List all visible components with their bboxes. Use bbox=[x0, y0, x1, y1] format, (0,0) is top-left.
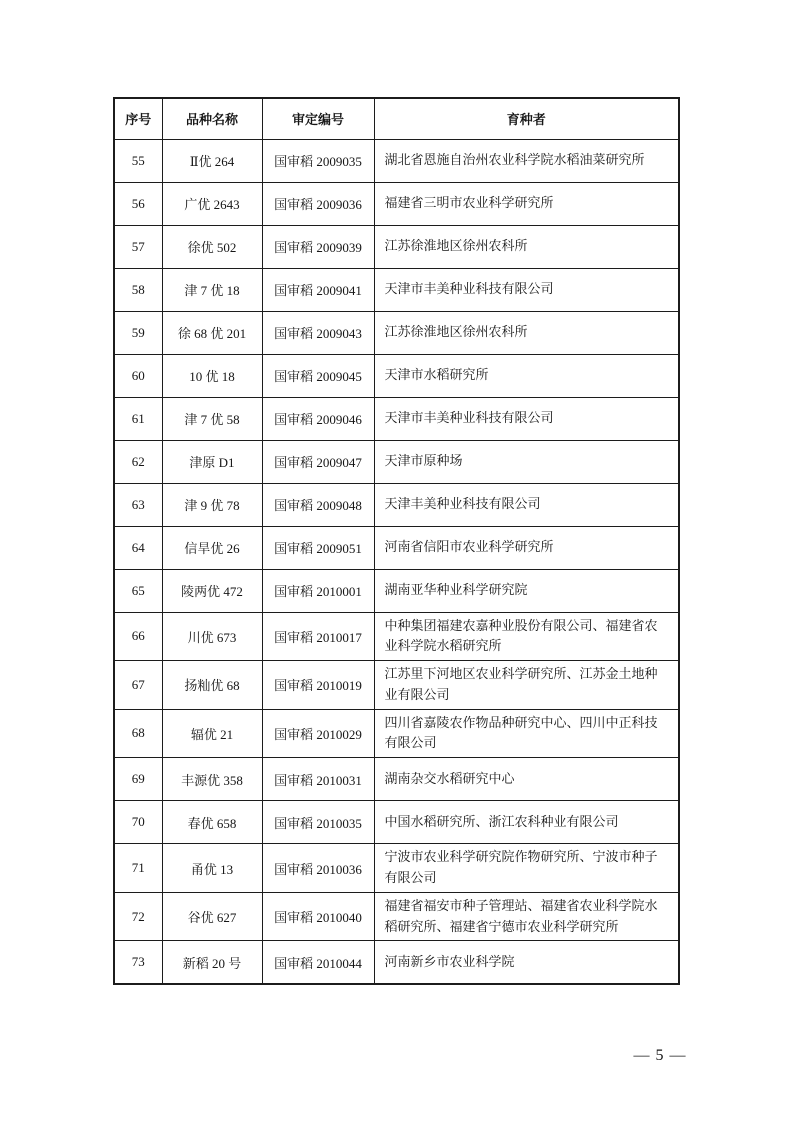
cell-breeder: 福建省三明市农业科学研究所 bbox=[374, 182, 679, 225]
cell-approval-code: 国审稻 2010040 bbox=[262, 892, 374, 941]
cell-breeder: 中国水稻研究所、浙江农科种业有限公司 bbox=[374, 801, 679, 844]
cell-variety-name: 辐优 21 bbox=[162, 709, 262, 758]
table-row bbox=[114, 182, 679, 225]
cell-breeder: 天津市丰美种业科技有限公司 bbox=[374, 268, 679, 311]
cell-variety-name: 广优 2643 bbox=[162, 182, 262, 225]
cell-variety-name: 10 优 18 bbox=[162, 354, 262, 397]
cell-approval-code: 国审稻 2010029 bbox=[262, 709, 374, 758]
cell-breeder: 江苏徐淮地区徐州农科所 bbox=[374, 311, 679, 354]
cell-variety-name: 津 7 优 58 bbox=[162, 397, 262, 440]
rice-variety-approval-table bbox=[113, 97, 680, 985]
cell-variety-name: 甬优 13 bbox=[162, 844, 262, 893]
cell-variety-name: 扬籼优 68 bbox=[162, 661, 262, 710]
cell-serial-number: 73 bbox=[114, 941, 162, 984]
cell-breeder: 湖南杂交水稻研究中心 bbox=[374, 758, 679, 801]
table-row bbox=[114, 801, 679, 844]
cell-variety-name: 津原 D1 bbox=[162, 440, 262, 483]
cell-variety-name: 津 7 优 18 bbox=[162, 268, 262, 311]
cell-breeder: 天津市丰美种业科技有限公司 bbox=[374, 397, 679, 440]
table-row bbox=[114, 225, 679, 268]
cell-approval-code: 国审稻 2010017 bbox=[262, 612, 374, 661]
cell-approval-code: 国审稻 2009048 bbox=[262, 483, 374, 526]
cell-variety-name: 信旱优 26 bbox=[162, 526, 262, 569]
cell-approval-code: 国审稻 2010031 bbox=[262, 758, 374, 801]
table-row bbox=[114, 354, 679, 397]
table-row bbox=[114, 844, 679, 893]
cell-serial-number: 60 bbox=[114, 354, 162, 397]
cell-approval-code: 国审稻 2010036 bbox=[262, 844, 374, 893]
cell-approval-code: 国审稻 2009046 bbox=[262, 397, 374, 440]
cell-serial-number: 66 bbox=[114, 612, 162, 661]
table-body bbox=[114, 139, 679, 984]
cell-serial-number: 63 bbox=[114, 483, 162, 526]
column-header-breeder: 育种者 bbox=[374, 98, 679, 139]
cell-breeder: 河南新乡市农业科学院 bbox=[374, 941, 679, 984]
cell-variety-name: 新稻 20 号 bbox=[162, 941, 262, 984]
cell-approval-code: 国审稻 2009039 bbox=[262, 225, 374, 268]
table-row bbox=[114, 483, 679, 526]
cell-breeder: 天津市水稻研究所 bbox=[374, 354, 679, 397]
table-row bbox=[114, 661, 679, 710]
table-row bbox=[114, 569, 679, 612]
page-number: — 5 — bbox=[633, 1047, 687, 1064]
cell-breeder: 天津市原种场 bbox=[374, 440, 679, 483]
cell-approval-code: 国审稻 2010019 bbox=[262, 661, 374, 710]
cell-breeder: 湖北省恩施自治州农业科学院水稻油菜研究所 bbox=[374, 139, 679, 182]
cell-variety-name: 陵两优 472 bbox=[162, 569, 262, 612]
cell-approval-code: 国审稻 2009043 bbox=[262, 311, 374, 354]
cell-breeder: 江苏徐淮地区徐州农科所 bbox=[374, 225, 679, 268]
cell-breeder: 中种集团福建农嘉种业股份有限公司、福建省农业科学院水稻研究所 bbox=[374, 612, 679, 661]
cell-approval-code: 国审稻 2009041 bbox=[262, 268, 374, 311]
cell-approval-code: 国审稻 2010001 bbox=[262, 569, 374, 612]
cell-approval-code: 国审稻 2009051 bbox=[262, 526, 374, 569]
cell-serial-number: 70 bbox=[114, 801, 162, 844]
table-row bbox=[114, 526, 679, 569]
cell-breeder: 福建省福安市种子管理站、福建省农业科学院水稻研究所、福建省宁德市农业科学研究所 bbox=[374, 892, 679, 941]
cell-serial-number: 65 bbox=[114, 569, 162, 612]
table-row bbox=[114, 397, 679, 440]
cell-breeder: 宁波市农业科学研究院作物研究所、宁波市种子有限公司 bbox=[374, 844, 679, 893]
cell-approval-code: 国审稻 2009045 bbox=[262, 354, 374, 397]
cell-serial-number: 59 bbox=[114, 311, 162, 354]
cell-variety-name: 丰源优 358 bbox=[162, 758, 262, 801]
cell-serial-number: 56 bbox=[114, 182, 162, 225]
table-header-row bbox=[114, 98, 679, 139]
table-row bbox=[114, 758, 679, 801]
cell-serial-number: 67 bbox=[114, 661, 162, 710]
cell-serial-number: 61 bbox=[114, 397, 162, 440]
cell-breeder: 四川省嘉陵农作物品种研究中心、四川中正科技有限公司 bbox=[374, 709, 679, 758]
cell-breeder: 湖南亚华种业科学研究院 bbox=[374, 569, 679, 612]
cell-variety-name: 徐 68 优 201 bbox=[162, 311, 262, 354]
table-row bbox=[114, 440, 679, 483]
table-row bbox=[114, 139, 679, 182]
cell-breeder: 天津丰美种业科技有限公司 bbox=[374, 483, 679, 526]
table-row bbox=[114, 709, 679, 758]
table-row bbox=[114, 311, 679, 354]
cell-serial-number: 55 bbox=[114, 139, 162, 182]
column-header-variety-name: 品种名称 bbox=[162, 98, 262, 139]
cell-variety-name: Ⅱ优 264 bbox=[162, 139, 262, 182]
cell-variety-name: 春优 658 bbox=[162, 801, 262, 844]
cell-serial-number: 58 bbox=[114, 268, 162, 311]
cell-breeder: 江苏里下河地区农业科学研究所、江苏金土地种业有限公司 bbox=[374, 661, 679, 710]
cell-approval-code: 国审稻 2009035 bbox=[262, 139, 374, 182]
table-row bbox=[114, 892, 679, 941]
table-row bbox=[114, 612, 679, 661]
cell-serial-number: 62 bbox=[114, 440, 162, 483]
cell-approval-code: 国审稻 2010044 bbox=[262, 941, 374, 984]
cell-approval-code: 国审稻 2009047 bbox=[262, 440, 374, 483]
table-row bbox=[114, 268, 679, 311]
cell-serial-number: 68 bbox=[114, 709, 162, 758]
cell-variety-name: 谷优 627 bbox=[162, 892, 262, 941]
cell-variety-name: 徐优 502 bbox=[162, 225, 262, 268]
cell-serial-number: 72 bbox=[114, 892, 162, 941]
table-row bbox=[114, 941, 679, 984]
cell-approval-code: 国审稻 2009036 bbox=[262, 182, 374, 225]
cell-serial-number: 69 bbox=[114, 758, 162, 801]
cell-approval-code: 国审稻 2010035 bbox=[262, 801, 374, 844]
cell-breeder: 河南省信阳市农业科学研究所 bbox=[374, 526, 679, 569]
cell-variety-name: 津 9 优 78 bbox=[162, 483, 262, 526]
column-header-approval-code: 审定编号 bbox=[262, 98, 374, 139]
cell-serial-number: 71 bbox=[114, 844, 162, 893]
column-header-serial-number: 序号 bbox=[114, 98, 162, 139]
cell-variety-name: 川优 673 bbox=[162, 612, 262, 661]
cell-serial-number: 64 bbox=[114, 526, 162, 569]
cell-serial-number: 57 bbox=[114, 225, 162, 268]
